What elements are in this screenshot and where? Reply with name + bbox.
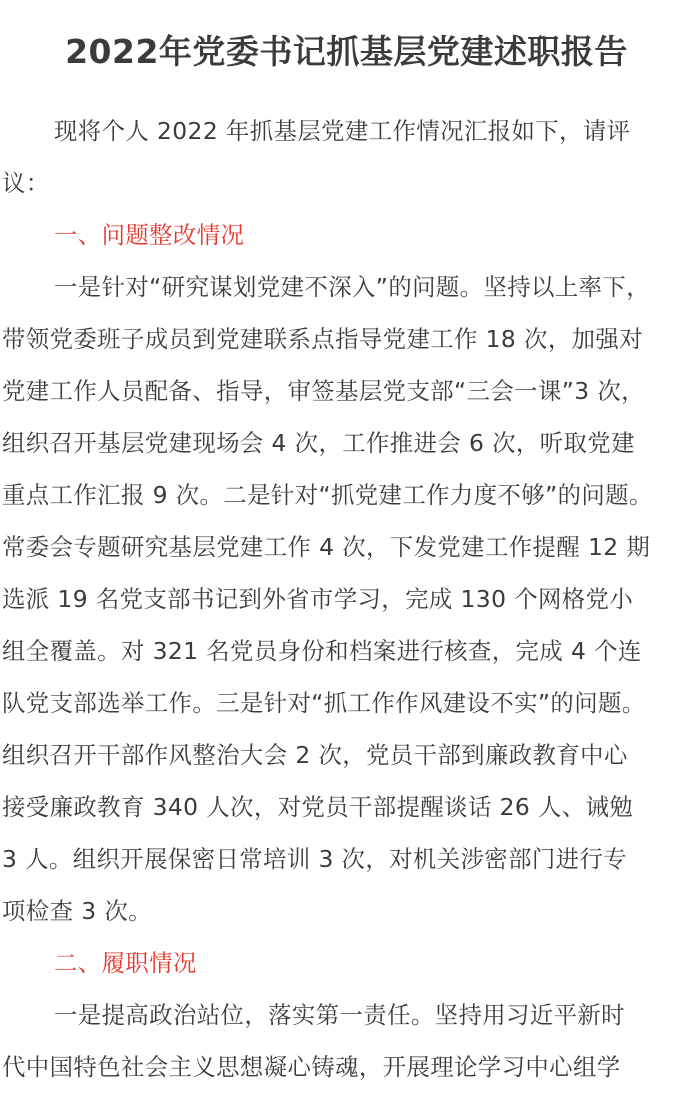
paragraph-line: 组全覆盖。对 321 名党员身份和档案进行核查，完成 4 个连 xyxy=(2,637,642,665)
paragraph-line: 3 人。组织开展保密日常培训 3 次，对机关涉密部门进行专 xyxy=(2,845,628,873)
paragraph-line: 队党支部选举工作。三是针对“抓工作作风建设不实”的问题。 xyxy=(2,689,646,717)
section-heading: 二、履职情况 xyxy=(54,949,197,977)
paragraph-line: 一是针对“研究谋划党建不深入”的问题。坚持以上率下， xyxy=(54,273,651,301)
paragraph-line: 组织召开干部作风整治大会 2 次，党员干部到廉政教育中心 xyxy=(2,741,628,769)
section-heading: 一、问题整改情况 xyxy=(54,221,245,249)
paragraph-line: 项检查 3 次。 xyxy=(2,897,152,925)
paragraph-line: 选派 19 名党支部书记到外省市学习，完成 130 个网格党小 xyxy=(2,585,634,613)
paragraph-line: 代中国特色社会主义思想凝心铸魂，开展理论学习中心组学 xyxy=(2,1053,621,1081)
paragraph-line: 重点工作汇报 9 次。二是针对“抓党建工作力度不够”的问题。 xyxy=(2,481,653,509)
paragraph-line: 常委会专题研究基层党建工作 4 次，下发党建工作提醒 12 期 xyxy=(2,533,651,561)
paragraph-line: 党建工作人员配备、指导，审签基层党支部“三会一课”3 次， xyxy=(2,377,645,405)
paragraph-line: 现将个人 2022 年抓基层党建工作情况汇报如下，请评 xyxy=(54,117,631,145)
paragraph-line: 一是提高政治站位，落实第一责任。坚持用习近平新时 xyxy=(54,1001,625,1029)
paragraph-line: 议： xyxy=(2,169,50,197)
paragraph-line: 接受廉政教育 340 人次，对党员干部提醒谈话 26 人、诫勉 xyxy=(2,793,634,821)
document-title: 2022年党委书记抓基层党建述职报告 xyxy=(65,32,628,71)
paragraph-line: 组织召开基层党建现场会 4 次，工作推进会 6 次，听取党建 xyxy=(2,429,635,457)
document-body xyxy=(2,105,693,1093)
paragraph-line: 带领党委班子成员到党建联系点指导党建工作 18 次，加强对 xyxy=(2,325,643,353)
